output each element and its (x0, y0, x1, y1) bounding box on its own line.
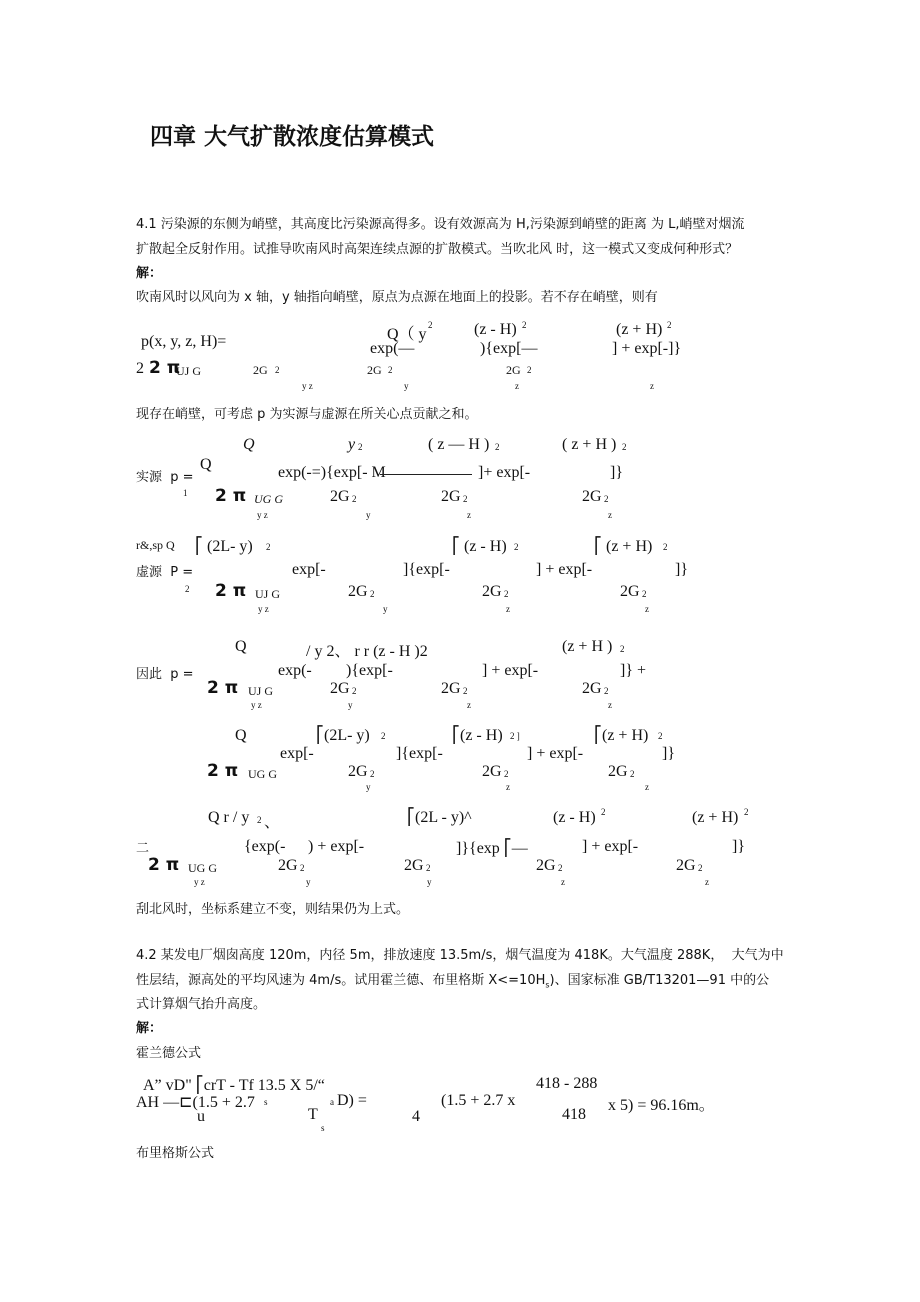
solution-text-2: 现存在峭壁，可考虑 p 为实源与虚源在所关心点贡献之和。 (136, 407, 478, 422)
eq4-2g: 2G (441, 680, 461, 697)
eq2-zpH: ( z + H ) (562, 436, 617, 453)
eq7-four: 4 (412, 1108, 420, 1125)
eq6-z-sub: z (561, 877, 565, 887)
eq6-sup: 2 (601, 807, 606, 817)
problem-4-2-line2b: )、国家标准 GB/T13201—91 中的公 (549, 973, 770, 988)
eq1-y: y (404, 381, 409, 391)
eq1-zph: (z + H) (616, 321, 663, 338)
eq1-2g: 2G (253, 363, 268, 377)
pi-symbol: 2 π (149, 358, 181, 378)
pi-symbol: 2 π (207, 761, 239, 781)
eq1-sup: 2 (522, 320, 527, 330)
eq2-exp: exp(-=){exp[- M (278, 464, 386, 481)
eq5-mid: ]{exp[- (396, 745, 443, 762)
eq4-sub: 2 (463, 686, 468, 696)
problem-4-2-line2a: 性层结，源高处的平均风速为 4m/s。试用霍兰德、布里格斯 X<=10H (136, 973, 546, 988)
eq4-sub: 2 (620, 644, 625, 654)
eq7-mid: (1.5 + 2.7 x (441, 1092, 516, 1109)
eq1-sub: 2 (388, 365, 393, 375)
eq2-Q2: Q (200, 456, 212, 473)
eq2-sub: 2 (358, 442, 363, 452)
eq6-mid: ) + exp[- (308, 838, 365, 855)
eq1-q: Q（ y (387, 326, 427, 343)
eq3-sub: 2 (663, 542, 668, 552)
eq2-zmH: ( z — H ) (428, 436, 490, 453)
eq7-denominator: 418 (562, 1106, 586, 1123)
eq1-exp: exp(— (370, 340, 415, 357)
eq4-z-sub: z (467, 700, 471, 710)
eq5-Q: Q (235, 727, 247, 744)
eq7-result: x 5) = 96.16m。 (608, 1097, 715, 1114)
solution-text-1: 吹南风时以风向为 x 轴，y 轴指向峭壁，原点为点源在地面上的投影。若不存在峭壁，则有 (136, 290, 658, 305)
eq1-sub: 2 (527, 365, 532, 375)
eq5-bsub: 2 ] (510, 731, 520, 741)
eq4-z-sub: z (608, 700, 612, 710)
solution-label-2: 解： (136, 1021, 163, 1036)
eq1-yz: y z (302, 381, 313, 391)
eq5-exp: exp[- (280, 745, 314, 762)
eq7-T: T (308, 1106, 318, 1123)
eq6-exp: {exp(- (244, 838, 286, 855)
eq3-pre: r&,sp Q (136, 538, 175, 552)
eq6-y-sub: y (427, 877, 432, 887)
eq3-plus: ] + exp[- (536, 561, 593, 578)
eq5-sub: 2 (658, 731, 663, 741)
eq4-label: 因此 p = (136, 667, 194, 682)
eq1-lhs: p(x, y, z, H)= (141, 333, 227, 350)
eq6-sub: 2 (426, 863, 431, 873)
eq2-2g: 2G (330, 488, 350, 505)
eq7-s-sub: s (321, 1123, 325, 1133)
eq2-Q: Q (243, 436, 255, 453)
eq3-end: ]} (675, 561, 689, 578)
eq6-b: (z - H) (553, 809, 596, 826)
eq6-2g: 2G (676, 857, 696, 874)
eq6-2g: 2G (536, 857, 556, 874)
eq6-2g: 2G (404, 857, 424, 874)
eq1-end: ] + exp[-]} (612, 340, 682, 357)
eq2-ugg: UG G (254, 492, 283, 506)
eq5-c: ⎡(z + H) (594, 727, 649, 744)
eq3-z-sub: z (645, 604, 649, 614)
eq5-2g: 2G (608, 763, 628, 780)
eq2-yz: y z (257, 510, 268, 520)
eq6-ugg: UG G (188, 861, 217, 875)
eq1-ujg: UJ G (176, 364, 202, 378)
page-title: 四章 大气扩散浓度估算模式 (150, 124, 435, 150)
eq6-sup: 2 (744, 807, 749, 817)
eq5-sub: 2 (370, 769, 375, 779)
briggs-formula-label: 布里格斯公式 (136, 1146, 215, 1161)
eq6-2g: 2G (278, 857, 298, 874)
eq5-2g: 2G (348, 763, 368, 780)
eq1-z: z (650, 381, 654, 391)
eq3-2g: 2G (482, 583, 502, 600)
eq1-2g: 2G (506, 363, 521, 377)
eq3-sub: 2 (266, 542, 271, 552)
eq4-ujg: UJ G (248, 684, 274, 698)
eq1-sub: 2 (275, 365, 280, 375)
eq3-sub: 2 (504, 589, 509, 599)
eq2-z-sub: z (608, 510, 612, 520)
eq6-mid2: ]}{exp ⎡— (456, 840, 528, 857)
holland-formula-label: 霍兰德公式 (136, 1046, 202, 1061)
eq4-end: ]} + (620, 662, 647, 679)
eq6-c: (z + H) (692, 809, 739, 826)
eq5-b: ⎡(z - H) (452, 727, 503, 744)
eq6-sub: 2 (257, 815, 262, 825)
eq2-end: ]} (610, 464, 624, 481)
eq7-s: s (264, 1097, 268, 1107)
eq7-lhs: AH —⊏(1.5 + 2.7 (136, 1094, 255, 1111)
eq2-1: 1 (183, 488, 188, 498)
eq2-2g: 2G (441, 488, 461, 505)
eq7-a: a (330, 1097, 334, 1107)
eq6-end: ]} (732, 838, 746, 855)
eq1-sup: 2 (428, 320, 433, 330)
eq1-sup: 2 (667, 320, 672, 330)
problem-4-2-line1: 4.2 某发电厂烟囱高度 120m，内径 5m，排放速度 13.5m/s，烟气温度为 418K。大气温度 288K， 大气为中 (136, 948, 784, 963)
problem-4-2-line2 (136, 969, 769, 990)
problem-4-1-line2: 扩散起全反射作用。试推导吹南风时高架连续点源的扩散模式。当吹北风 时，这一模式又变成何种形式？ (136, 242, 739, 257)
eq2-y: y (348, 436, 356, 453)
eq6-z-sub: z (705, 877, 709, 887)
eq3-b: ⎡ (z - H) (452, 538, 507, 555)
eq1-zmh: (z - H) (474, 321, 517, 338)
problem-4-2-line3: 式计算烟气抬升高度。 (136, 997, 267, 1012)
eq2-label: 实源 p = (136, 470, 194, 485)
pi-symbol: 2 π (148, 855, 180, 875)
eq2-sub: 2 (604, 494, 609, 504)
eq3-2g: 2G (348, 583, 368, 600)
eq6-sub: 2 (300, 863, 305, 873)
eq3-y-sub: y (383, 604, 388, 614)
eq5-ugg: UG G (248, 767, 277, 781)
eq6-a: ⎡(2L - y)^ (407, 809, 472, 826)
eq5-a: ⎡(2L- y) (316, 727, 370, 744)
eq3-sub: 2 (185, 584, 190, 594)
eq5-end: ]} (662, 745, 676, 762)
eq2-sub: 2 (495, 442, 500, 452)
eq4-Q: Q (235, 638, 247, 655)
eq5-sub: 2 (504, 769, 509, 779)
eq5-plus: ] + exp[- (527, 745, 584, 762)
eq1-mid: ){exp[— (480, 340, 538, 357)
eq7-numerator: 418 - 288 (536, 1075, 598, 1092)
eq4-zpH: (z + H ) (562, 638, 613, 655)
eq5-sub: 2 (381, 731, 386, 741)
eq5-z-sub: z (506, 782, 510, 792)
solution-label: 解： (136, 266, 163, 281)
eq7-aD: D) = (337, 1092, 367, 1109)
eq3-sub: 2 (642, 589, 647, 599)
eq5-sub: 2 (630, 769, 635, 779)
eq4-2g: 2G (330, 680, 350, 697)
eq4-2g: 2G (582, 680, 602, 697)
eq2-z-sub: z (467, 510, 471, 520)
eq7-top: A” vD" ⎡crT - Tf 13.5 X 5/“ (143, 1077, 325, 1094)
eq4-mid2: ){exp[- (346, 662, 393, 679)
pi-symbol: 2 π (215, 486, 247, 506)
eq4-exp: exp(- (278, 662, 312, 679)
eq2-sub: 2 (463, 494, 468, 504)
eq5-2g: 2G (482, 763, 502, 780)
eq2-plus: ]+ exp[- (478, 464, 531, 481)
eq4-sub: 2 (604, 686, 609, 696)
eq1-z: z (515, 381, 519, 391)
eq3-z-sub: z (506, 604, 510, 614)
eq6-label: 二 (136, 841, 150, 856)
eq5-z-sub: z (645, 782, 649, 792)
eq3-a: ⎡ (2L- y) (195, 538, 253, 555)
eq3-yz: y z (258, 604, 269, 614)
pi-symbol: 2 π (207, 678, 239, 698)
eq2-sub: 2 (622, 442, 627, 452)
eq3-sub: 2 (370, 589, 375, 599)
eq6-plus: ] + exp[- (582, 838, 639, 855)
eq6-Q: Q r / y (208, 809, 250, 826)
eq4-y-sub: y (348, 700, 353, 710)
eq6-y-sub: y (306, 877, 311, 887)
problem-4-1-line1: 4.1 污染源的东侧为峭壁，其高度比污染源高得多。设有效源高为 H,污染源到峭壁的距离 为 L,峭壁对烟流 (136, 217, 745, 232)
eq3-mid: ]{exp[- (403, 561, 450, 578)
eq3-2g: 2G (620, 583, 640, 600)
eq5-y-sub: y (366, 782, 371, 792)
eq2-2g: 2G (582, 488, 602, 505)
eq3-label: 虚源 P = (136, 565, 194, 580)
eq7-u: u (197, 1108, 205, 1125)
eq6-sub: 2 (558, 863, 563, 873)
eq6-sub: 2 (698, 863, 703, 873)
pi-symbol: 2 π (215, 581, 247, 601)
eq3-c: ⎡ (z + H) (594, 538, 653, 555)
eq6-yz: y z (194, 877, 205, 887)
eq4-plus: ] + exp[- (482, 662, 539, 679)
eq3-sub: 2 (514, 542, 519, 552)
eq2-sub: 2 (352, 494, 357, 504)
eq4-mid: / y 2、 r r (z - H )2 (306, 643, 428, 660)
eq4-yz: y z (251, 700, 262, 710)
eq6-dun: 、 (264, 814, 281, 831)
problem-4-2-line2-sub: s (545, 980, 550, 990)
solution-text-3: 刮北风时，坐标系建立不变，则结果仍为上式。 (136, 902, 410, 917)
eq1-2: 2 (136, 360, 144, 377)
eq1-2g: 2G (367, 363, 382, 377)
eq3-ujg: UJ G (255, 587, 281, 601)
fraction-bar (380, 474, 472, 475)
eq2-y-sub: y (366, 510, 371, 520)
eq4-sub: 2 (352, 686, 357, 696)
eq3-exp: exp[- (292, 561, 326, 578)
